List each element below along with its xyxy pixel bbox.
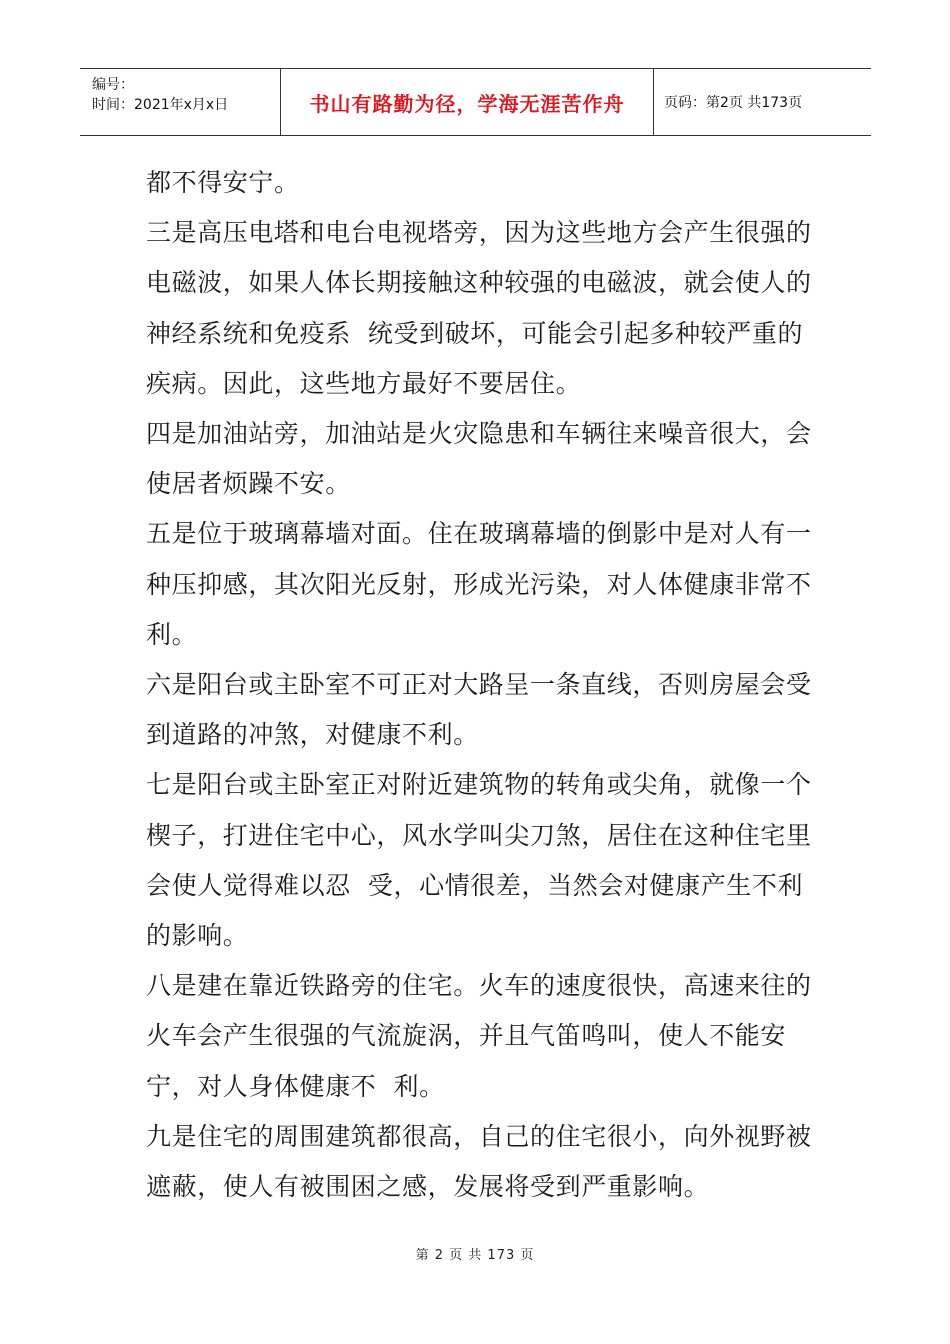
paragraph: 六是阳台或主卧室不可正对大路呈一条直线，否则房屋会受到道路的冲煞，对健康不利。 — [146, 670, 812, 750]
header-motto: 书山有路勤为径，学海无涯苦作舟 — [281, 69, 654, 135]
paragraph: 九是住宅的周围建筑都很高，自己的住宅很小，向外视野被遮蔽，使人有被围困之感，发展将受到严重影响。 — [146, 1121, 812, 1202]
paragraph: 五是位于玻璃幕墙对面。住在玻璃幕墙的倒影中是对人有一种压抑感，其次阳光反射，形成光污染，对人体健康非常不利。 — [146, 519, 812, 649]
paragraph: 八是建在靠近铁路旁的住宅。火车的速度很快，高速来往的火车会产生很强的气流旋涡，并且气笛鸣叫，使人不能安宁，对人身体健康不 利。 — [146, 971, 812, 1101]
paragraph: 七是阳台或主卧室正对附近建筑物的转角或尖角，就像一个楔子，打进住宅中心，风水学叫尖刀煞，居住在这种住宅里会使人觉得难以忍 受，心情很差，当然会对健康产生不利的影响。 — [146, 770, 812, 951]
date-label: 时间：2021年x月x日 — [92, 97, 229, 113]
page-header — [80, 68, 871, 136]
paragraph: 三是高压电塔和电台电视塔旁，因为这些地方会产生很强的电磁波，如果人体长期接触这种较强的电磁波，就会使人的神经系统和免疫系 统受到破坏，可能会引起多种较严重的疾病。因此，这些地方最好不要居住。 — [146, 218, 812, 398]
paragraph: 都不得安宁。 — [146, 168, 300, 197]
document-body — [146, 158, 816, 1212]
header-page-info: 页码：第2页 共173页 — [664, 95, 803, 111]
page-footer: 第 2 页 共 173 页 — [415, 1248, 535, 1263]
serial-number-label: 编号： — [92, 77, 134, 93]
paragraph: 四是加油站旁，加油站是火灾隐患和车辆往来噪音很大，会使居者烦躁不安。 — [146, 419, 812, 499]
header-meta — [80, 69, 281, 135]
